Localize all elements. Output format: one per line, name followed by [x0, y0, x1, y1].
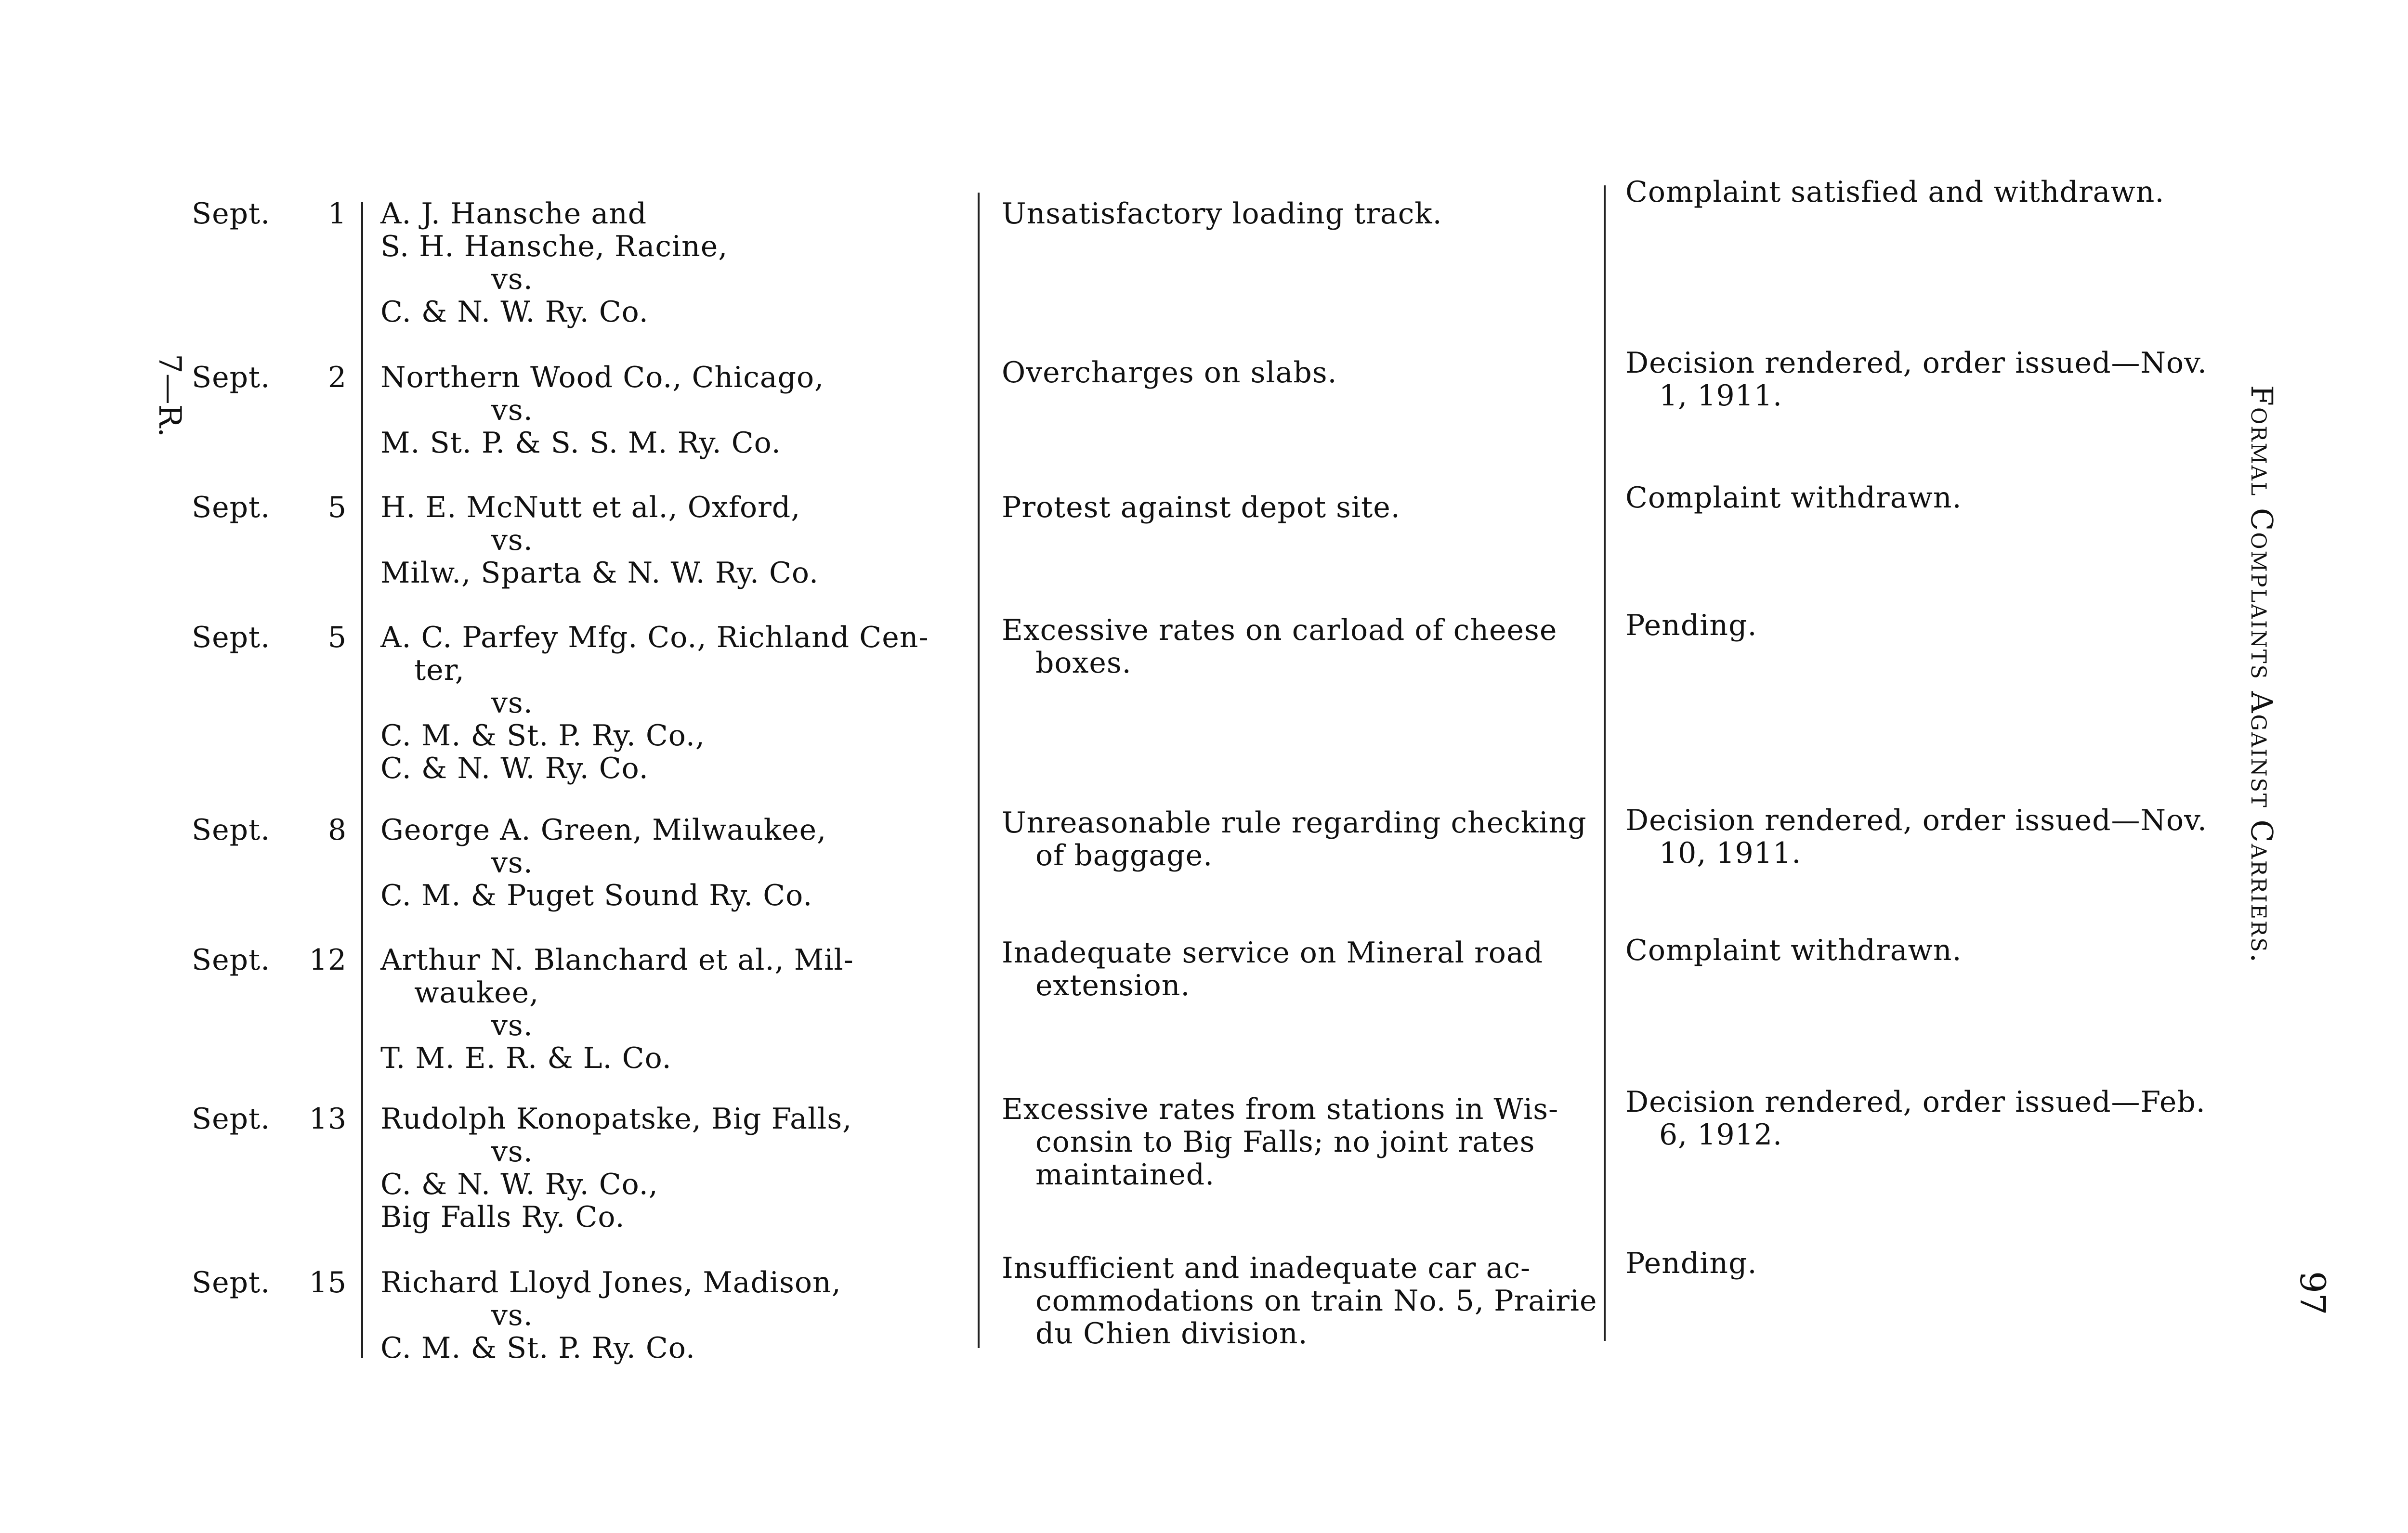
entry-month: Sept. [192, 813, 271, 847]
subject-line: Protest against depot site. [1002, 491, 1400, 524]
disposition-line: 6, 1912. [1659, 1118, 1783, 1152]
entry-disposition [1625, 1086, 2266, 1151]
entry-parties [380, 1103, 852, 1234]
entry-month: Sept. [192, 1266, 271, 1299]
entry-month: Sept. [192, 621, 271, 654]
versus-line: vs. [491, 846, 533, 880]
versus-line: vs. [491, 1299, 533, 1332]
entry-parties [380, 361, 824, 459]
entry-subject [1002, 614, 1604, 679]
disposition-line: Pending. [1625, 1247, 1757, 1280]
party-line: C. M. & St. P. Ry. Co. [380, 1331, 695, 1365]
page-number: 97 [2292, 1271, 2333, 1315]
party-line: Rudolph Konopatske, Big Falls, [380, 1102, 852, 1136]
entry-parties [380, 197, 728, 328]
entry-parties [380, 814, 826, 912]
subject-line: Inadequate service on Mineral road [1002, 936, 1544, 970]
entry-disposition [1625, 934, 2266, 967]
party-line: T. M. E. R. & L. Co. [380, 1041, 672, 1075]
entry-subject [1002, 936, 1604, 1002]
entry-disposition [1625, 1247, 2266, 1280]
party-line: C. M. & Puget Sound Ry. Co. [380, 879, 813, 912]
signature-mark: 7—R. [152, 354, 187, 438]
entry-month: Sept. [192, 943, 271, 977]
disposition-line: Complaint withdrawn. [1625, 934, 1962, 967]
entry-day: 2 [327, 361, 347, 394]
party-line: M. St. P. & S. S. M. Ry. Co. [380, 426, 781, 460]
entry-subject [1002, 197, 1604, 230]
subject-line: extension. [1035, 969, 1191, 1002]
versus-line: vs. [491, 523, 533, 557]
party-line: George A. Green, Milwaukee, [380, 813, 827, 847]
subject-line: Insufficient and inadequate car ac- [1002, 1251, 1531, 1285]
entry-parties [380, 1266, 841, 1364]
party-line: Northern Wood Co., Chicago, [380, 361, 824, 394]
disposition-line: Decision rendered, order issued—Feb. [1625, 1085, 2206, 1119]
column-rule-date [361, 202, 363, 1358]
entry-parties [380, 944, 854, 1075]
subject-line: Excessive rates on carload of cheese [1002, 613, 1557, 647]
entry-day: 5 [327, 621, 347, 654]
entry-day: 8 [327, 813, 347, 847]
entry-parties [380, 621, 929, 785]
subject-line: boxes. [1035, 646, 1132, 680]
entry-disposition [1625, 609, 2266, 642]
entry-day: 1 [327, 197, 347, 231]
entry-subject [1002, 356, 1604, 389]
subject-line: Unreasonable rule regarding checking [1002, 806, 1587, 840]
entry-disposition [1625, 347, 2266, 412]
disposition-line: 10, 1911. [1659, 836, 1802, 870]
entry-disposition [1625, 804, 2266, 870]
disposition-line: Complaint withdrawn. [1625, 481, 1962, 515]
party-line: waukee, [414, 976, 539, 1010]
subject-line: consin to Big Falls; no joint rates [1035, 1125, 1535, 1159]
entry-disposition [1625, 481, 2266, 514]
subject-line: of baggage. [1035, 839, 1213, 872]
entry-subject [1002, 1252, 1604, 1350]
party-line: Arthur N. Blanchard et al., Mil- [380, 943, 854, 977]
entry-subject [1002, 491, 1604, 524]
party-line: C. & N. W. Ry. Co. [380, 752, 649, 785]
party-line: A. J. Hansche and [380, 197, 647, 231]
subject-line: maintained. [1035, 1158, 1215, 1192]
party-line: C. & N. W. Ry. Co., [380, 1168, 658, 1201]
entry-parties [380, 491, 819, 589]
disposition-line: Pending. [1625, 609, 1757, 642]
entry-month: Sept. [192, 361, 271, 394]
disposition-line: Decision rendered, order issued—Nov. [1625, 346, 2207, 380]
party-line: C. M. & St. P. Ry. Co., [380, 719, 706, 753]
versus-line: vs. [491, 1009, 533, 1042]
disposition-line: Complaint satisfied and withdrawn. [1625, 175, 2165, 209]
entry-month: Sept. [192, 1102, 271, 1136]
entry-month: Sept. [192, 491, 271, 524]
disposition-line: Decision rendered, order issued—Nov. [1625, 804, 2207, 837]
entry-month: Sept. [192, 197, 271, 231]
entry-day: 12 [309, 943, 347, 977]
party-line: Milw., Sparta & N. W. Ry. Co. [380, 556, 819, 590]
party-line: Big Falls Ry. Co. [380, 1200, 625, 1234]
subject-line: commodations on train No. 5, Prairie [1035, 1284, 1597, 1318]
party-line: A. C. Parfey Mfg. Co., Richland Cen- [380, 621, 929, 654]
entry-day: 5 [327, 491, 347, 524]
entry-subject [1002, 806, 1604, 872]
versus-line: vs. [491, 262, 533, 296]
entry-disposition [1625, 176, 2266, 208]
versus-line: vs. [491, 1135, 533, 1169]
column-rule-parties [978, 193, 980, 1348]
subject-line: Overcharges on slabs. [1002, 356, 1337, 390]
party-line: H. E. McNutt et al., Oxford, [380, 491, 801, 524]
party-line: S. H. Hansche, Racine, [380, 230, 728, 263]
entry-subject [1002, 1093, 1604, 1191]
versus-line: vs. [491, 686, 533, 720]
entry-day: 15 [309, 1266, 347, 1299]
running-title: Formal Complaints Against Carriers. [2244, 385, 2279, 964]
subject-line: Excessive rates from stations in Wis- [1002, 1092, 1559, 1126]
party-line: Richard Lloyd Jones, Madison, [380, 1266, 841, 1299]
subject-line: du Chien division. [1035, 1317, 1308, 1351]
party-line: ter, [414, 653, 465, 687]
column-rule-subject [1604, 185, 1606, 1341]
entry-day: 13 [309, 1102, 347, 1136]
subject-line: Unsatisfactory loading track. [1002, 197, 1442, 231]
disposition-line: 1, 1911. [1659, 379, 1783, 413]
party-line: C. & N. W. Ry. Co. [380, 295, 649, 329]
versus-line: vs. [491, 393, 533, 427]
